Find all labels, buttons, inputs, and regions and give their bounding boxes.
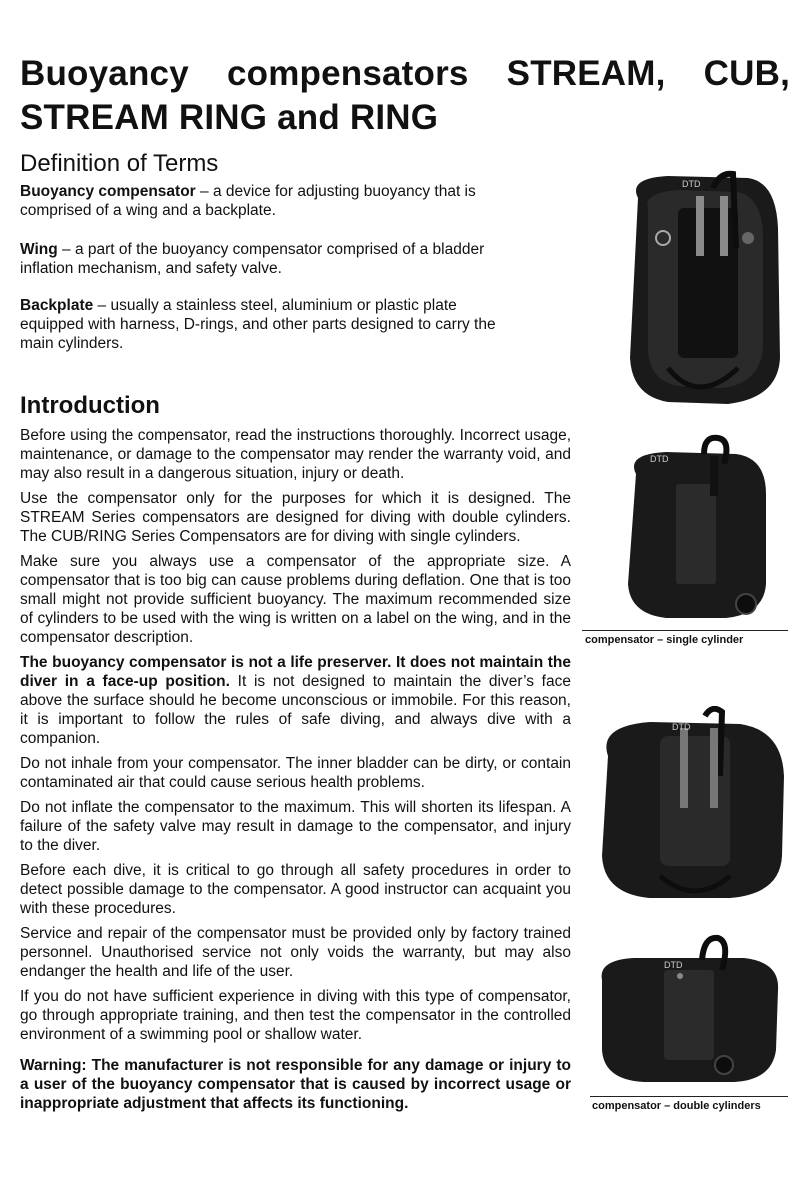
definition-text: – usually a stainless steel, aluminium or plastic plate equipped with harness, D-rings, and other parts designed to carry the main cylinders. [20, 297, 496, 352]
svg-text:DTD: DTD [650, 454, 669, 464]
definition-text: – a device for adjusting buoyancy that is comprised of a wing and a backplate. [20, 183, 476, 219]
introduction-heading: Introduction [20, 392, 160, 419]
intro-paragraph: Make sure you always use a compensator of the appropriate size. A compensator that is too big can cause problems during deflation. One that is too small might not provide sufficient buoyancy. The maximum recommended size of cylinders to be used with the wing is written on a label on the wing, and in the compensator description. [20, 553, 571, 646]
page-title: Buoyancy compensators STREAM, CUB, STREAM RING and RING [20, 54, 790, 137]
definition-term: Buoyancy compensator [20, 183, 196, 200]
intro-paragraph: Before using the compensator, read the instructions thoroughly. Incorrect usage, maintenance, or damage to the compensator may render the warranty void, and may also result in a dangerous situation, injury or death. [20, 427, 571, 482]
intro-paragraph: Service and repair of the compensator must be provided only by factory trained personnel. Unauthorised service not only voids the warranty, but may also endanger the health and life of the user. [20, 925, 571, 980]
svg-text:DTD: DTD [682, 179, 701, 189]
definition-item [20, 240, 500, 278]
double-cylinder-compensator-photo [594, 930, 784, 1090]
single-cylinder-caption: compensator – single cylinder [585, 634, 744, 646]
definitions-heading: Definition of Terms [20, 150, 219, 177]
intro-paragraph: Do not inflate the compensator to the maximum. This will shorten its lifespan. A failure of the safety valve may result in damage to the compensator, and injury to the diver. [20, 799, 571, 854]
definition-text: – a part of the buoyancy compensator comprised of a bladder inflation mechanism, and safety valve. [20, 241, 485, 277]
svg-text:DTD: DTD [664, 960, 683, 970]
intro-paragraph: Before each dive, it is critical to go through all safety procedures in order to detect possible damage to the compensator. A good instructor can acquaint you with these procedures. [20, 862, 571, 917]
intro-paragraph: Do not inhale from your compensator. The inner bladder can be dirty, or contain contaminated air that could cause serious health problems. [20, 755, 571, 791]
double-cylinder-backplate-photo [590, 706, 790, 906]
introduction-body [20, 426, 571, 1119]
definition-term: Wing [20, 241, 58, 258]
svg-text:DTD: DTD [672, 722, 691, 732]
definition-item [20, 296, 500, 353]
single-cylinder-compensator-photo [616, 434, 776, 624]
intro-paragraph: Use the compensator only for the purposes for which it is designed. The STREAM Series compensators are designed for diving with double cylinders. The CUB/RING Series Compensators are for diving with single cylinders. [20, 490, 571, 545]
intro-paragraph: If you do not have sufficient experience in diving with this type of compensator, go through appropriate training, and then test the compensator in the controlled environment of a swimming pool or shallow water. [20, 988, 571, 1043]
definition-item [20, 182, 500, 220]
definition-term: Backplate [20, 297, 94, 314]
warning-paragraph: Warning: The manufacturer is not responsible for any damage or injury to a user of the buoyancy compensator that is caused by incorrect usage or inappropriate adjustment that affects its functioning. [20, 1057, 571, 1112]
caption-rule [582, 630, 788, 631]
caption-rule [590, 1096, 788, 1097]
double-cylinder-caption: compensator – double cylinders [592, 1100, 761, 1112]
intro-paragraph: The buoyancy compensator is not a life preserver. It does not maintain the diver in a face-up position. It is not designed to maintain the diver’s face above the surface should he become unconscious or immobile. For this reason, it is important to follow the rules of safe diving, and always dive with a companion. [20, 654, 571, 747]
backplate-compensator-photo [608, 168, 788, 412]
life-preserver-notice: The buoyancy compensator is not a life preserver. It does not maintain the diver in a face-up position. [20, 654, 571, 690]
